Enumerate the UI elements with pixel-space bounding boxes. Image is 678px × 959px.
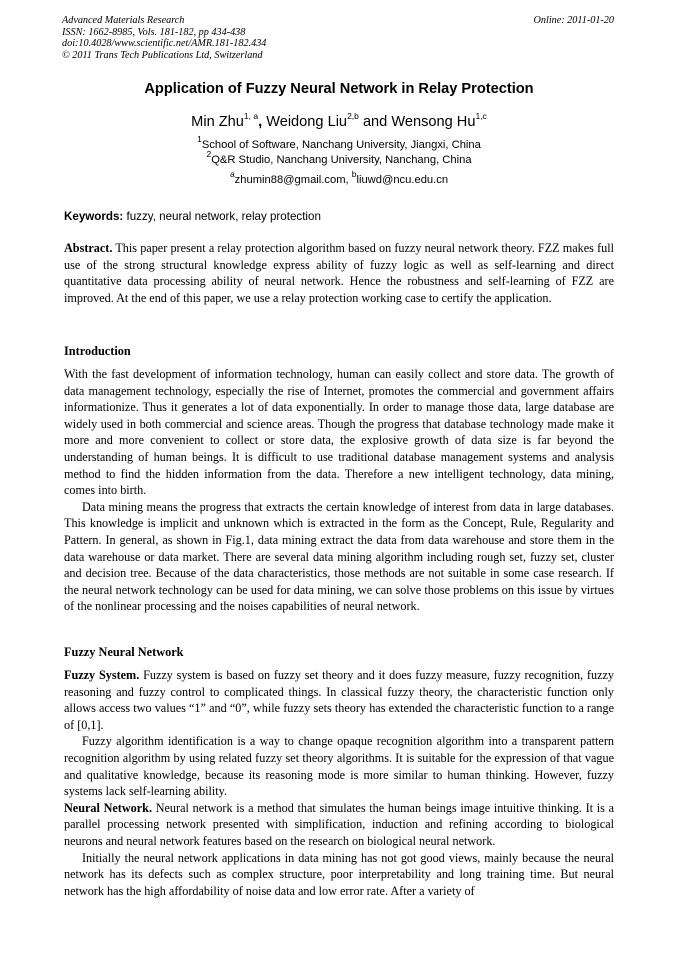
paragraph: Fuzzy system is based on fuzzy set theory and it does fuzzy measure, fuzzy recognition, fuzzy reasoning and fuzzy control to complicated things. In classical fuzzy theory, the characteristic function only allows access two values “1” and “0”, while fuzzy sets theory has extended the characteristic function to a range of [0,1]. [64,668,614,732]
paper-title: Application of Fuzzy Neural Network in Relay Protection [144,81,534,97]
affil-mark: 2 [206,149,212,160]
online-date: Online: 2011-01-20 [533,15,614,26]
journal-header [62,15,266,61]
paragraph: Neural network is a method that simulates the human beings image intuitive thinking. It is a parallel processing network presented with simplification, induction and refining according to biological neurons and neural network features based on the research on biological neural network. [64,800,614,848]
affil-text: Q&R Studio, Nanchang University, Nanchang, China [211,154,472,166]
email-mark: a [229,169,235,180]
paragraph: Data mining means the progress that extracts the certain knowledge of interest from data in large databases. This knowledge is implicit and unknown which is extracted in the form as the Concept, Rule, Regularity and Pattern. In general, as shown in Fig.1, data mining extract the data from data warehouse and store them in the data warehouse or data market. There are several data mining algorithm including rough set, fuzzy set, cluster and decision tree. Because of the data characteristics, those methods are not suitable in some case research. If the neural network technology can be used for data mining, we can solve those problems on this issue by virtues of the nonlinear processing and the noises capabilities of neural network. [64,499,614,614]
doi-line: doi:10.4028/www.scientific.net/AMR.181-182.434 [62,38,267,50]
keywords-label: Keywords: [64,210,124,223]
fnn-body [64,667,614,899]
section-heading-fuzzy-neural-network: Fuzzy Neural Network [64,645,184,659]
affiliation-1 [0,134,678,151]
abstract-label: Abstract. [64,241,113,255]
introduction-body [64,366,614,615]
paragraph: Fuzzy algorithm identification is a way to change opaque recognition algorithm into a transparent pattern recognition algorithm by using related fuzzy set theory algorithms. It is suitable for the expression of that vague and qualitative knowledge, because its reasoning mode is more similar to human thinking. However, fuzzy systems lack self-learning ability. [64,734,614,799]
journal-name: Advanced Materials Research [62,15,185,26]
keywords-text: fuzzy, neural network, relay protection [123,210,321,223]
author-separator: , [258,114,267,130]
paragraph: With the fast development of information technology, human can easily collect and store data. The growth of data management technology, especially the rise of Internet, promotes the commercial and government affairs informationize. Thus it generates a lot of data exponentially. In order to manage those data, large database are widely used in both commercial and science areas. Though the progress that database technology made make it more and more convenient to collect or store data, the explosive growth of data size is far beyond the understanding of human beings. It is difficult to use traditional database management systems and analysis method to find the hidden information from the data. Therefore a new intelligent technology, data mining, comes into birth. [64,367,614,498]
author-emails [0,169,678,186]
subsection-label: Fuzzy System. [64,668,140,682]
email-text: liuwd@ncu.edu.cn [356,174,449,186]
affil-mark: 1 [197,134,202,145]
author-name: Wensong Hu [391,114,476,130]
author-affil-mark: 1,c [475,111,487,122]
issn-line: ISSN: 1662-8985, Vols. 181-182, pp 434-438 [62,26,246,38]
email-text: zhumin88@gmail.com, [234,174,352,186]
paragraph: Initially the neural network applications in data mining has not got good views, mainly because the neural network has its defects such as complex structure, poor interpretability and long training time. But neural network has the high affordability of noise data and low error rate. After a variety of [64,850,614,898]
author-name: Min Zhu [191,114,244,130]
author-affil-mark: 1, a [243,111,259,122]
affil-text: School of Software, Nanchang University, Jiangxi, China [201,139,481,151]
copyright-line: © 2011 Trans Tech Publications Ltd, Switzerland [62,49,263,61]
keywords [64,210,321,223]
author-affil-mark: 2,b [347,111,359,122]
author-name: Weidong Liu [266,114,348,130]
author-separator: and [358,114,392,130]
email-mark: b [351,169,357,180]
affiliation-2 [0,149,678,166]
subsection-label: Neural Network. [64,800,152,815]
author-list [0,111,678,130]
abstract-text: This paper present a relay protection algorithm based on fuzzy neural network theory. FZZ makes full use of the strong structural knowledge express ability of fuzzy logic as well as self-learning and direct quantitative data processing ability of neural network. Hence the robustness and self-learning of FZZ are improved. At the end of this paper, we use a relay protection working case to certify the application. [64,241,614,305]
section-heading-introduction: Introduction [64,344,131,358]
abstract [64,240,614,306]
